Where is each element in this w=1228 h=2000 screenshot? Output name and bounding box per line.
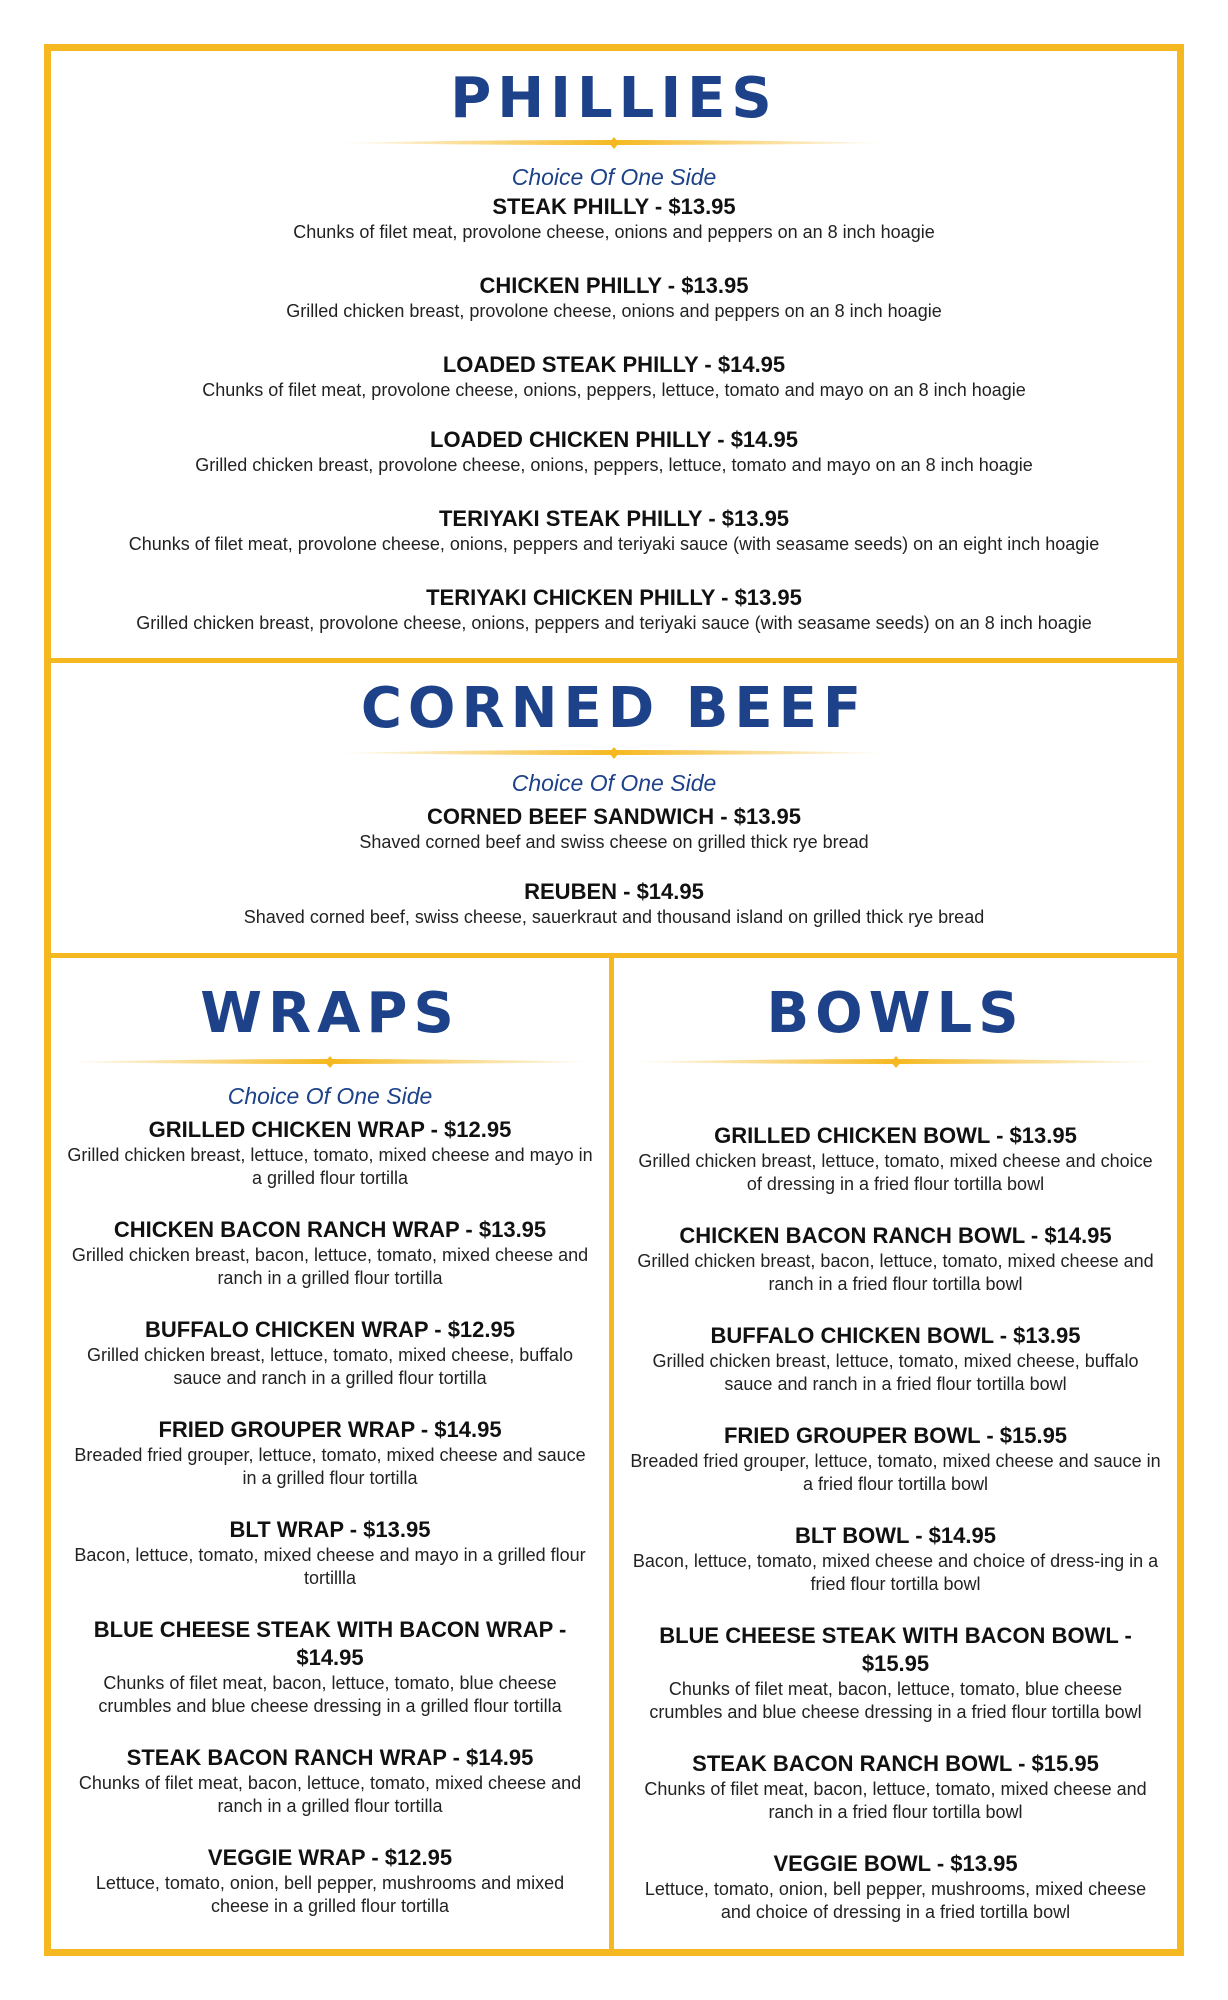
menu-item (51, 505, 1177, 556)
item-name: GRILLED CHICKEN WRAP - $12.95 (148, 1117, 512, 1142)
item-desc: Chunks of filet meat, bacon, lettuce, tomato, mixed cheese and ranch in a fried flour tortilla bowl (644, 1779, 1147, 1822)
item-desc: Chunks of filet meat, bacon, lettuce, tomato, mixed cheese and ranch in a grilled flour tortilla (78, 1773, 582, 1816)
item-desc: Chunks of filet meat, provolone cheese, onions and peppers on an 8 inch hoagie (293, 222, 935, 242)
phillies-section (51, 51, 1177, 663)
item-desc: Chunks of filet meat, provolone cheese, onions, peppers and teriyaki sauce (with seasame seeds) on an eight inch hoagie (128, 534, 1100, 554)
wraps-title: WRAPS (200, 981, 460, 1046)
item-name: TERIYAKI STEAK PHILLY - $13.95 (438, 506, 790, 531)
menu-item (51, 1844, 609, 1918)
item-desc: Shaved corned beef, swiss cheese, sauerkraut and thousand island on grilled thick rye bread (243, 907, 985, 927)
item-desc: Chunks of filet meat, provolone cheese, onions, peppers, lettuce, tomato and mayo on an 8 inch hoagie (202, 380, 1026, 400)
menu-item (51, 1744, 609, 1818)
menu-item (51, 878, 1177, 929)
item-name: GRILLED CHICKEN BOWL - $13.95 (714, 1123, 1077, 1148)
phillies-subtitle: Choice Of One Side (511, 164, 717, 190)
item-desc: Lettuce, tomato, onion, bell pepper, mushrooms and mixed cheese in a grilled flour tortilla (95, 1873, 565, 1916)
menu-item (51, 1116, 609, 1190)
item-name: BUFFALO CHICKEN BOWL - $13.95 (710, 1323, 1081, 1348)
item-name: TERIYAKI CHICKEN PHILLY - $13.95 (426, 585, 802, 610)
item-name: FRIED GROUPER WRAP - $14.95 (158, 1417, 502, 1442)
item-name: STEAK BACON RANCH BOWL - $15.95 (692, 1751, 1099, 1776)
bowls-section (614, 958, 1177, 1949)
item-name: VEGGIE BOWL - $13.95 (773, 1851, 1018, 1876)
item-name: LOADED CHICKEN PHILLY - $14.95 (430, 427, 798, 452)
item-desc: Breaded fried grouper, lettuce, tomato, mixed cheese and sauce in a grilled flour tortilla (74, 1445, 586, 1488)
menu-item (614, 1322, 1177, 1396)
item-desc: Grilled chicken breast, lettuce, tomato, mixed cheese and choice of dressing in a fried flour tortilla bowl (638, 1151, 1153, 1194)
wraps-section (51, 958, 614, 1949)
divider-swoosh (60, 1054, 600, 1070)
phillies-title: PHILLIES (450, 66, 778, 131)
item-name: BUFFALO CHICKEN WRAP - $12.95 (145, 1317, 515, 1342)
menu-item (614, 1850, 1177, 1924)
menu-frame (44, 44, 1184, 1956)
item-name: BLUE CHEESE STEAK WITH BACON WRAP - $14.95 (93, 1617, 567, 1670)
item-name: BLUE CHEESE STEAK WITH BACON BOWL - $15.95 (659, 1623, 1132, 1676)
item-desc: Grilled chicken breast, lettuce, tomato, mixed cheese, buffalo sauce and ranch in a grilled flour tortilla (87, 1345, 573, 1388)
menu-item (614, 1422, 1177, 1496)
item-name: REUBEN - $14.95 (524, 879, 704, 904)
item-name: CHICKEN BACON RANCH BOWL - $14.95 (679, 1223, 1112, 1248)
menu-item (51, 1616, 609, 1718)
item-name: CHICKEN BACON RANCH WRAP - $13.95 (113, 1217, 547, 1242)
menu-item (51, 803, 1177, 854)
divider-swoosh (334, 135, 894, 151)
menu-item (614, 1622, 1177, 1724)
item-desc: Chunks of filet meat, bacon, lettuce, tomato, blue cheese crumbles and blue cheese dressing in a fried flour tortilla bowl (649, 1679, 1142, 1722)
menu-item (51, 351, 1177, 402)
menu-item (614, 1222, 1177, 1296)
item-name: STEAK PHILLY - $13.95 (492, 194, 736, 219)
item-name: CHICKEN PHILLY - $13.95 (479, 273, 749, 298)
item-desc: Chunks of filet meat, bacon, lettuce, tomato, blue cheese crumbles and blue cheese dressing in a grilled flour tortilla (98, 1673, 562, 1716)
corned-beef-title: CORNED BEEF (360, 676, 868, 741)
divider-swoosh (626, 1054, 1166, 1070)
item-desc: Lettuce, tomato, onion, bell pepper, mushrooms, mixed cheese and choice of dressing in a fried tortilla bowl (644, 1879, 1147, 1922)
item-desc: Grilled chicken breast, bacon, lettuce, tomato, mixed cheese and ranch in a grilled flour tortilla (71, 1245, 589, 1288)
bowls-title: BOWLS (766, 981, 1025, 1046)
item-desc: Grilled chicken breast, provolone cheese, onions and peppers on an 8 inch hoagie (286, 301, 942, 321)
menu-item (51, 1216, 609, 1290)
item-desc: Grilled chicken breast, lettuce, tomato, mixed cheese and mayo in a grilled flour tortilla (67, 1145, 593, 1188)
menu-item (614, 1122, 1177, 1196)
menu-item (51, 272, 1177, 323)
item-name: CORNED BEEF SANDWICH - $13.95 (426, 804, 802, 829)
item-desc: Grilled chicken breast, provolone cheese, onions, peppers, lettuce, tomato and mayo on an 8 inch hoagie (195, 455, 1033, 475)
item-name: FRIED GROUPER BOWL - $15.95 (723, 1423, 1068, 1448)
menu-item (51, 426, 1177, 477)
item-desc: Bacon, lettuce, tomato, mixed cheese and choice of dress-ing in a fried flour tortilla bowl (632, 1551, 1159, 1594)
menu-item (51, 1316, 609, 1390)
item-name: VEGGIE WRAP - $12.95 (207, 1845, 453, 1870)
menu-item (51, 1416, 609, 1490)
menu-item (51, 193, 1177, 244)
menu-item (51, 1516, 609, 1590)
corned-beef-subtitle: Choice Of One Side (511, 770, 717, 796)
wraps-subtitle: Choice Of One Side (227, 1083, 433, 1109)
corned-beef-section (51, 663, 1177, 958)
divider-swoosh (334, 745, 894, 761)
menu-item (51, 584, 1177, 635)
item-desc: Breaded fried grouper, lettuce, tomato, mixed cheese and sauce in a fried flour tortilla bowl (630, 1451, 1161, 1494)
item-name: LOADED STEAK PHILLY - $14.95 (442, 352, 786, 377)
item-desc: Grilled chicken breast, provolone cheese, onions, peppers and teriyaki sauce (with seasame seeds) on an 8 inch hoagie (136, 613, 1092, 633)
menu-item (614, 1522, 1177, 1596)
menu-item (614, 1750, 1177, 1824)
item-desc: Bacon, lettuce, tomato, mixed cheese and mayo in a grilled flour tortillla (74, 1545, 586, 1588)
item-desc: Grilled chicken breast, lettuce, tomato, mixed cheese, buffalo sauce and ranch in a fried flour tortilla bowl (652, 1351, 1139, 1394)
item-name: BLT BOWL - $14.95 (795, 1523, 996, 1548)
item-desc: Grilled chicken breast, bacon, lettuce, tomato, mixed cheese and ranch in a fried flour tortilla bowl (637, 1251, 1154, 1294)
item-name: STEAK BACON RANCH WRAP - $14.95 (126, 1745, 534, 1770)
item-name: BLT WRAP - $13.95 (229, 1517, 431, 1542)
item-desc: Shaved corned beef and swiss cheese on grilled thick rye bread (359, 832, 869, 852)
